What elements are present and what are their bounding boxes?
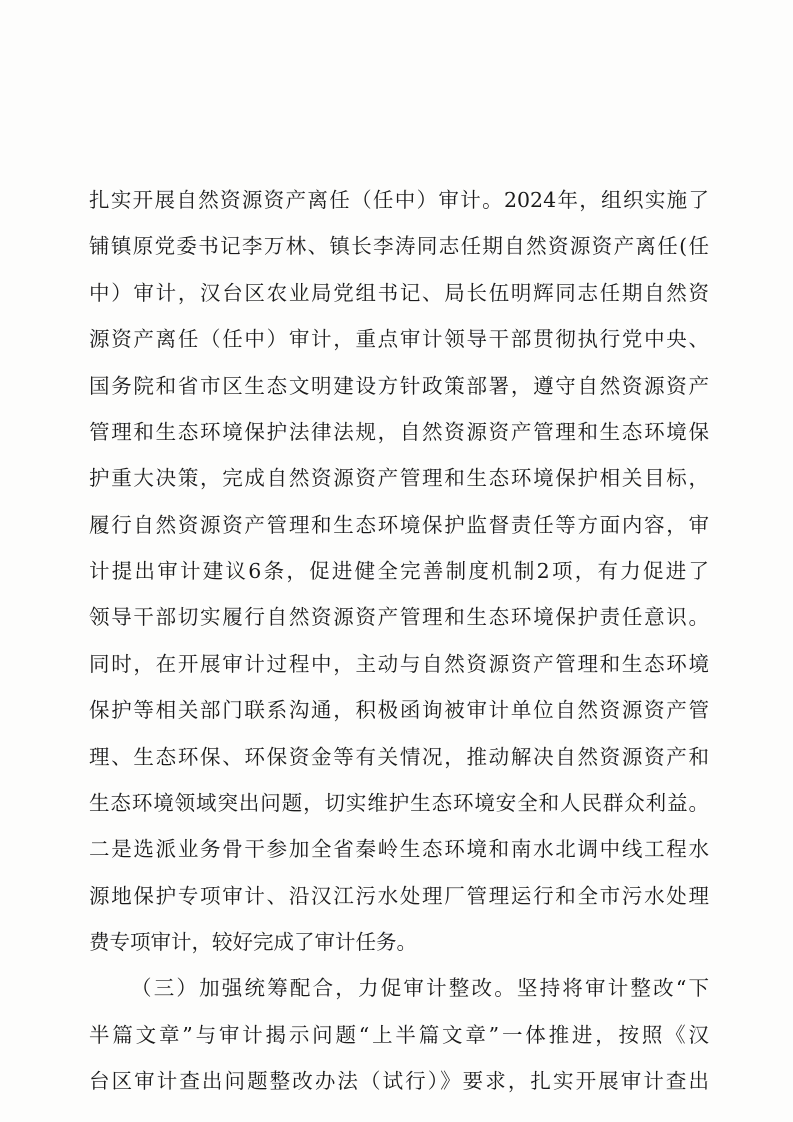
- body-text-line: 履行自然资源资产管理和生态环境保护监督责任等方面内容，审: [89, 513, 709, 537]
- body-text-line: 二是选派业务骨干参加全省秦岭生态环境和南水北调中线工程水: [89, 837, 709, 861]
- body-text-line: 管理和生态环境保护法律法规，自然资源资产管理和生态环境保: [89, 420, 709, 444]
- body-text-line: 国务院和省市区生态文明建设方针政策部署，遵守自然资源资产: [89, 374, 709, 398]
- body-text-line: 领导干部切实履行自然资源资产管理和生态环境保护责任意识。: [89, 605, 709, 629]
- body-text-line: 护重大决策，完成自然资源资产管理和生态环境保护相关目标，: [89, 466, 709, 490]
- body-text-line: 计提出审计建议6条，促进健全完善制度机制2项，有力促进了: [89, 559, 709, 583]
- paragraph-end-line: 费专项审计，较好完成了审计任务。: [89, 930, 417, 954]
- body-text-line: 同时，在开展审计过程中，主动与自然资源资产管理和生态环境: [89, 652, 709, 676]
- body-text-line: 理、生态环保、环保资金等有关情况，推动解决自然资源资产和: [89, 745, 709, 769]
- body-text-line: 保护等相关部门联系沟通，积极函询被审计单位自然资源资产管: [89, 698, 709, 722]
- body-text-line: 源地保护专项审计、沿汉江污水处理厂管理运行和全市污水处理: [89, 884, 709, 908]
- body-text-line: 台区审计查出问题整改办法（试行）》要求，扎实开展审计查出: [89, 1069, 709, 1093]
- body-text-line: 扎实开展自然资源资产离任（任中）审计。2024年，组织实施了: [89, 188, 709, 212]
- body-text-line: 铺镇原党委书记李万林、镇长李涛同志任期自然资源资产离任(任: [89, 234, 709, 258]
- body-text-line: 中）审计，汉台区农业局党组书记、局长伍明辉同志任期自然资: [89, 281, 709, 305]
- body-text-line: 半篇文章”与审计揭示问题“上半篇文章”一体推进，按照《汉: [89, 1023, 709, 1047]
- section-heading-line: （三）加强统筹配合，力促审计整改。坚持将审计整改“下: [131, 976, 709, 1000]
- body-text-line: 生态环境领域突出问题，切实维护生态环境安全和人民群众利益。: [89, 791, 709, 815]
- body-text-line: 源资产离任（任中）审计，重点审计领导干部贯彻执行党中央、: [89, 327, 709, 351]
